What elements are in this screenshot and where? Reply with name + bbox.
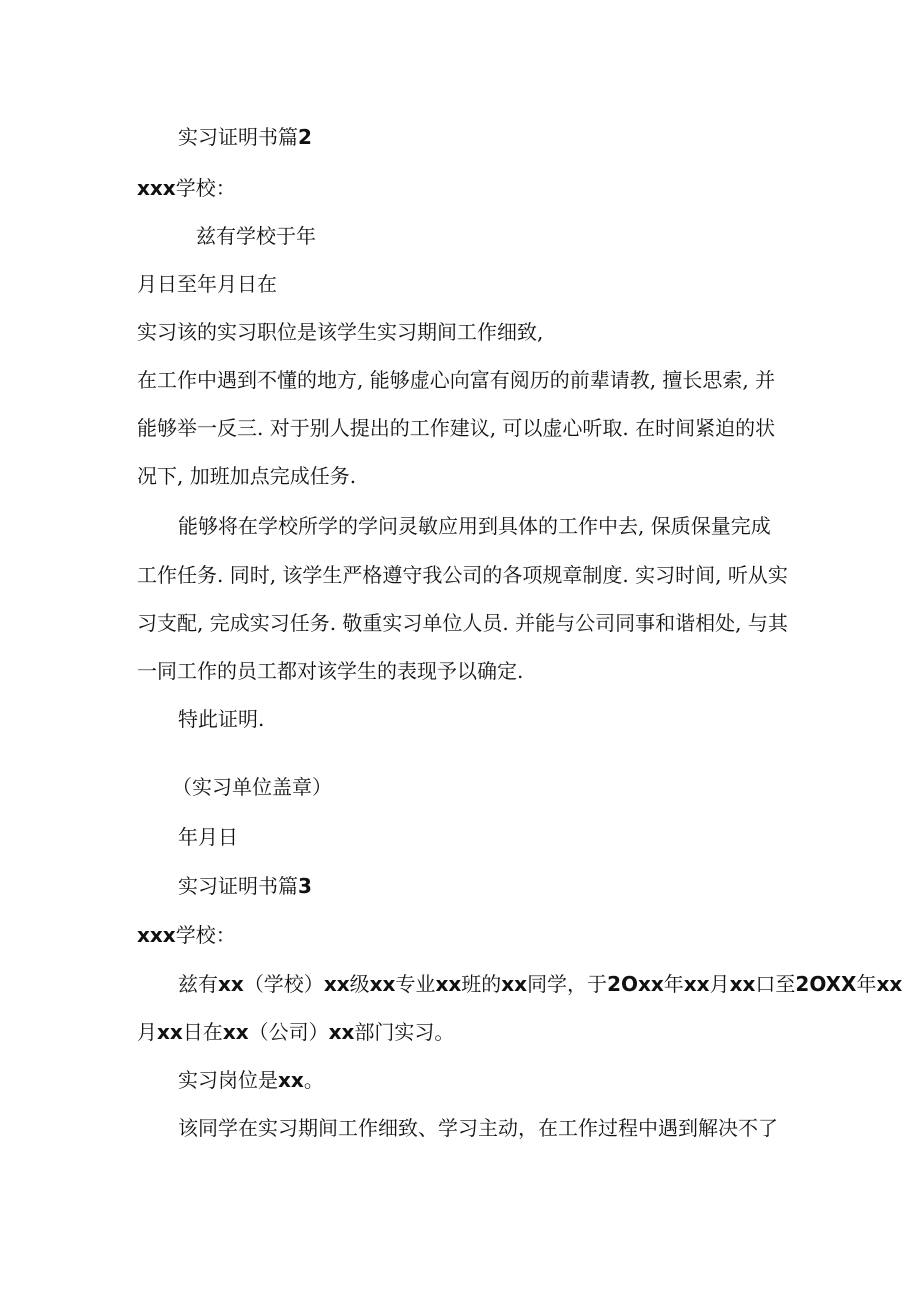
section3-intro-line1: 兹有xx（学校）xx级xx专业xx班的xx同学，于2Oxx年xx月xx口至2OXX年xx	[178, 972, 903, 996]
section2-para1-line2: 能够举一反三. 对于别人提出的工作建议, 可以虚心听取. 在时间紧迫的状	[137, 416, 776, 440]
section2-para2-line3: 习支配, 完成实习任务. 敬重实习单位人员. 并能与公司同事和谐相处, 与其	[137, 611, 788, 635]
section2-para2-line2: 工作任务. 同时, 该学生严格遵守我公司的各项规章制度. 实习时间, 听从实	[137, 563, 788, 587]
section3-last-line: 该同学在实习期间工作细致、学习主动，在工作过程中遇到解决不了	[178, 1116, 778, 1140]
section2-salutation: xxx学校：	[137, 176, 236, 200]
section2-title: 实习证明书篇2	[178, 125, 312, 149]
section2-closing: 特此证明.	[178, 707, 265, 731]
section2-para1-line1: 在工作中遇到不懂的地方, 能够虚心向富有阅历的前辈请教, 擅长思索, 并	[137, 368, 776, 392]
section2-para2-line4: 一同工作的员工都对该学生的表现予以确定.	[137, 659, 524, 683]
section3-title-number: 3	[298, 874, 312, 898]
section3-title: 实习证明书篇3	[178, 874, 312, 898]
section2-title-number: 2	[298, 125, 312, 149]
section3-post: 实习岗位是xx。	[178, 1068, 324, 1092]
section2-line-a: 兹有学校于年	[196, 224, 316, 248]
section3-intro-line2: 月xx日在xx（公司）xx部门实习。	[137, 1020, 455, 1044]
section2-para2-line1: 能够将在学校所学的学问灵敏应用到具体的工作中去, 保质保量完成	[178, 514, 771, 538]
section2-line-c: 实习该的实习职位是该学生实习期间工作细致,	[137, 320, 544, 344]
section3-salutation: xxx学校：	[137, 923, 236, 947]
section2-seal: （实习单位盖章）	[172, 775, 332, 799]
section2-line-b: 月日至年月日在	[137, 272, 277, 296]
section2-para1-line3: 况下, 加班加点完成任务.	[137, 464, 357, 488]
section2-date: 年月日	[178, 825, 238, 849]
